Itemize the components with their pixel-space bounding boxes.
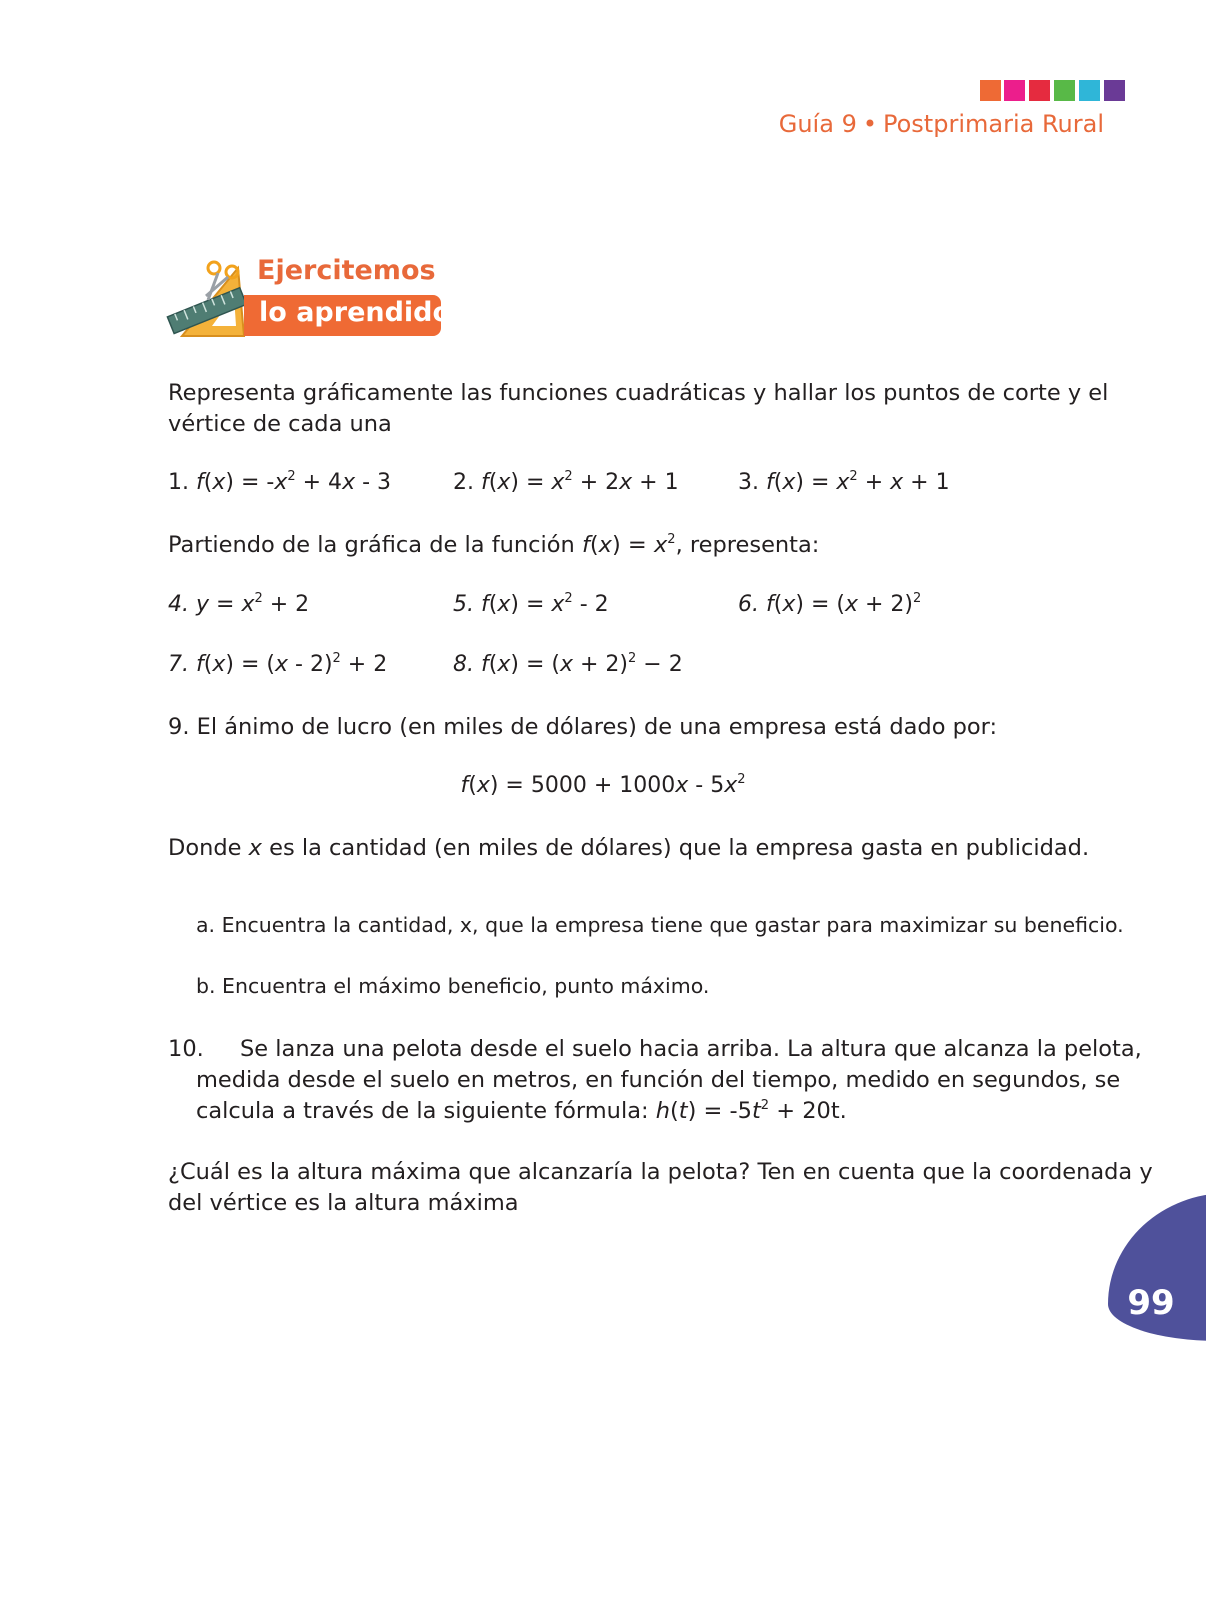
color-swatch-6: [1104, 80, 1125, 101]
exercise-9-donde: Donde x es la cantidad (en miles de dólares) que la empresa gasta en publicidad.: [168, 835, 1090, 861]
exercise-7: 7. f(x) = (x - 2)$^2$ + 2: [168, 651, 388, 677]
exercise-6: 6. $f(x) = (x + 2)^2$: [738, 591, 922, 617]
exercise-4: 4. $y = x^2 + 2$: [168, 591, 310, 617]
exercise-10-line-2: medida desde el suelo en metros, en función del tiempo, medido en segundos, se: [196, 1067, 1121, 1093]
exercise-9a: a. Encuentra la cantidad, x, que la empresa tiene que gastar para maximizar su beneficio.: [196, 913, 1124, 937]
color-swatch-1: [980, 80, 1001, 101]
exercise-10-number: 10.: [168, 1036, 204, 1062]
exercise-10-line-3: calcula a través de la siguiente fórmula: $h(t) = -5t^2 + 20t$.: [196, 1098, 847, 1124]
section-title: Ejercitemos: [257, 255, 436, 286]
color-swatch-3: [1029, 80, 1050, 101]
final-question-line-2: del vértice es la altura máxima: [168, 1190, 519, 1216]
color-swatch-4: [1054, 80, 1075, 101]
exercise-9-formula: $f(x) = 5000 + 1000x - 5x^2$: [460, 772, 746, 798]
color-swatch-5: [1079, 80, 1100, 101]
section-subtitle: lo aprendido: [259, 297, 452, 328]
running-header: [779, 110, 1104, 138]
exercise-2: 2. $f(x) = x^2 + 2x + 1$: [453, 469, 679, 495]
color-swatch-2: [1004, 80, 1025, 101]
tools-icon: [166, 256, 250, 342]
intro-line-2: vértice de cada una: [168, 411, 392, 437]
final-question-line-1: ¿Cuál es la altura máxima que alcanzaría la pelota? Ten en cuenta que la coordenada y: [168, 1159, 1153, 1185]
exercise-8: 8. $f(x) = (x + 2)^2 - 2$: [453, 651, 683, 677]
exercise-10-line-1: Se lanza una pelota desde el suelo hacia arriba. La altura que alcanza la pelota,: [240, 1036, 1142, 1062]
partiendo-instruction: Partiendo de la gráfica de la función $f(x) = x^2$, representa:: [168, 532, 820, 558]
exercise-1: 1. $f(x) = -x^2 + 4x - 3$: [168, 469, 392, 495]
intro-line-1: Representa gráficamente las funciones cuadráticas y hallar los puntos de corte y el: [168, 380, 1109, 406]
exercise-5: 5. $f(x) = x^2 - 2$: [453, 591, 609, 617]
exercise-3: 3. $f(x) = x^2 + x + 1$: [738, 469, 950, 495]
exercise-9-text: 9. El ánimo de lucro (en miles de dólares) de una empresa está dado por:: [168, 714, 998, 740]
exercise-9b: b. Encuentra el máximo beneficio, punto máximo.: [196, 974, 710, 998]
header-bullet: •: [862, 110, 877, 138]
guide-label: Guía 9: [778, 110, 857, 138]
program-label: Postprimaria Rural: [883, 110, 1104, 138]
page-number: 99: [1127, 1283, 1175, 1323]
